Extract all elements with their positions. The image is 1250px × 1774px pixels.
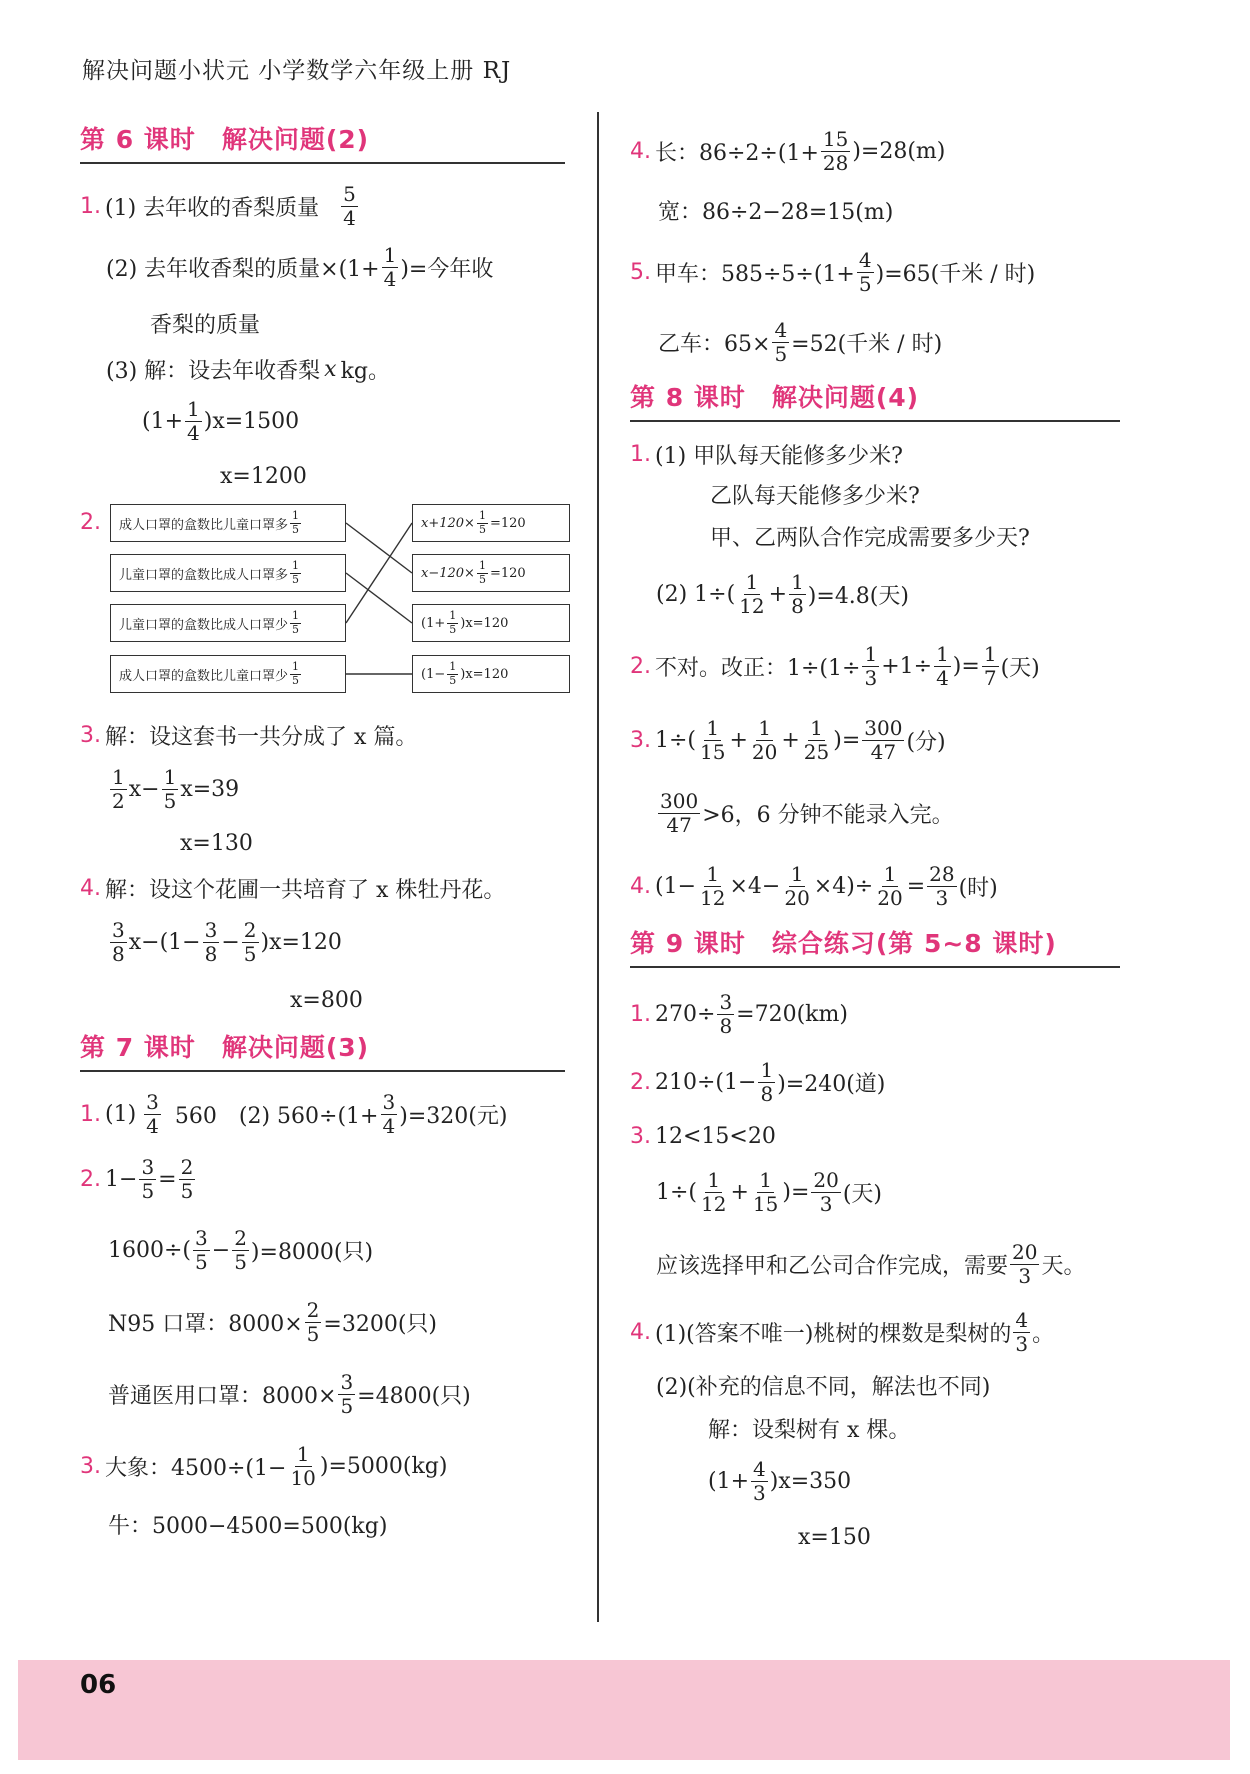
question-number: 5.	[630, 259, 651, 285]
fraction: $\frac{1}{20}$	[784, 861, 810, 910]
match-right-item: (1− $\frac{1}{5}$ )x=120	[412, 655, 570, 693]
section-title-lesson-8	[630, 378, 1120, 422]
equation-text: =	[158, 1166, 177, 1192]
answer-text: 解：设梨树有 x 棵。	[708, 1417, 911, 1443]
fraction: $\frac{1}{7}$	[983, 641, 997, 690]
equation-text: x−(1−	[128, 929, 201, 955]
answer-line	[80, 298, 565, 348]
answer-line	[630, 120, 1120, 182]
equation-text: +	[768, 581, 788, 607]
column-divider	[597, 112, 599, 1622]
equation-text: N95 口罩：8000×	[108, 1311, 303, 1337]
fraction: $\frac{300}{47}$	[864, 715, 903, 764]
equation-text: =4800(只)	[357, 1383, 471, 1409]
answer-line	[630, 1048, 1120, 1116]
equation-text: x=130	[180, 830, 253, 856]
answer-line	[630, 1228, 1120, 1300]
left-column	[80, 120, 565, 1546]
answer-text: 560 (2) 560÷(1+	[174, 1103, 379, 1129]
fraction: $\frac{3}{5}$	[195, 1225, 208, 1274]
section-number: 第 8 课时	[630, 383, 746, 412]
page-header: 解决问题小状元 小学数学六年级上册 RJ	[82, 58, 512, 84]
equation-text: +1÷	[881, 653, 933, 679]
fraction: $\frac{1}{2}$	[112, 764, 125, 813]
answer-line	[630, 1450, 1120, 1512]
question-number: 3.	[80, 722, 101, 748]
fraction: $\frac{3}{5}$	[340, 1369, 354, 1418]
section-subtitle: 解决问题(2)	[221, 125, 370, 154]
answer-text: 应该选择甲和乙公司合作完成，需要	[656, 1253, 1009, 1279]
answer-text: 乙队每天能修多少米?	[710, 483, 920, 509]
answer-text: )=320(元)	[399, 1103, 508, 1129]
match-left-item: 成人口罩的盒数比儿童口罩少 $\frac{1}{5}$	[110, 655, 346, 693]
answer-line	[630, 558, 1120, 630]
fraction: $\frac{3}{8}$	[719, 989, 733, 1038]
section-title-lesson-6	[80, 120, 565, 164]
equation-text: )=	[952, 653, 980, 679]
fraction: $\frac{300}{47}$	[660, 788, 699, 837]
equation-text: 乙车：65×	[658, 331, 771, 357]
answer-text: (1)(答案不唯一)桃树的棵数是梨树的	[655, 1321, 1012, 1347]
equation-text: −	[221, 929, 240, 955]
answer-line	[630, 778, 1120, 848]
fraction: $\frac{2}{5}$	[243, 917, 257, 966]
question-number: 1.	[80, 193, 101, 219]
answer-line	[80, 910, 565, 974]
answer-line	[630, 1406, 1120, 1450]
equation-text: 牛：5000−4500=500(kg)	[108, 1513, 388, 1539]
question-number: 2.	[630, 1069, 651, 1095]
equation-text: (1+	[142, 408, 184, 434]
equation-text: )x=120	[260, 929, 342, 955]
equation-text: =52(千米 / 时)	[791, 331, 943, 357]
equation-text: x=39	[180, 776, 240, 802]
answer-line	[630, 1364, 1120, 1406]
answer-line	[630, 1116, 1120, 1156]
fraction: $\frac{1}{20}$	[877, 861, 903, 910]
equation-text: (天)	[1000, 655, 1040, 681]
answer-line	[80, 712, 565, 758]
equation-text: )=5000(kg)	[319, 1453, 448, 1479]
answer-line	[80, 974, 565, 1026]
answer-line	[630, 848, 1120, 924]
equation-text: −	[211, 1237, 231, 1263]
fraction: $\frac{2}{5}$	[234, 1225, 247, 1274]
answer-line	[80, 348, 565, 390]
equation-text: 1600÷(	[108, 1237, 192, 1263]
answer-text: 解：设这个花圃一共培育了 x 株牡丹花。	[105, 877, 506, 903]
answer-line	[80, 1286, 565, 1358]
fraction: $\frac{3}{5}$	[141, 1154, 155, 1203]
equation-text: x=800	[290, 987, 363, 1013]
section-title-lesson-7	[80, 1028, 565, 1072]
equation-text: 大象：4500÷(1−	[105, 1455, 287, 1481]
equation-text: (2) 1÷(	[656, 581, 736, 607]
equation-text: (天)	[842, 1181, 883, 1207]
fraction: $\frac{1}{20}$	[751, 715, 778, 764]
answer-line	[80, 1214, 565, 1286]
fraction: $\frac{3}{8}$	[112, 917, 125, 966]
matching-diagram	[80, 504, 565, 704]
answer-line	[80, 236, 565, 298]
fraction: $\frac{4}{5}$	[774, 317, 788, 366]
equation-text: 1÷(	[656, 1179, 698, 1205]
fraction: $\frac{2}{5}$	[306, 1297, 320, 1346]
section-subtitle: 解决问题(3)	[221, 1033, 370, 1062]
answer-line	[630, 474, 1120, 514]
match-right-item: x+120× $\frac{1}{5}$ =120	[412, 504, 570, 542]
answer-line	[630, 306, 1120, 378]
fraction: $\frac{4}{3}$	[1015, 1307, 1029, 1356]
answer-line	[630, 980, 1120, 1048]
question-number: 1.	[630, 441, 651, 467]
answer-line	[80, 820, 565, 866]
equation-text: )=	[833, 727, 861, 753]
equation-text: (1+	[708, 1468, 750, 1494]
match-left-item: 儿童口罩的盒数比成人口罩少 $\frac{1}{5}$	[110, 604, 346, 642]
section-number: 第 6 课时	[80, 125, 196, 154]
equation-text: (1−	[655, 873, 697, 899]
answer-text: (1) 甲队每天能修多少米?	[655, 443, 903, 469]
equation-text: =720(km)	[736, 1001, 848, 1027]
fraction: $\frac{1}{5}$	[449, 609, 457, 636]
question-number: 4.	[630, 873, 651, 899]
fraction: $\frac{1}{5}$	[163, 764, 177, 813]
answer-line	[630, 1512, 1120, 1562]
equation-text: x−	[128, 776, 160, 802]
equation-text: +	[781, 727, 800, 753]
fraction: $\frac{1}{4}$	[383, 242, 397, 291]
answer-line	[80, 1430, 565, 1502]
fraction: $\frac{5}{4}$	[343, 181, 356, 230]
equation-text: )=8000(只)	[250, 1239, 374, 1265]
equation-text: x=1200	[220, 463, 307, 489]
fraction: $\frac{1}{12}$	[700, 861, 726, 910]
fraction: $\frac{2}{5}$	[180, 1154, 194, 1203]
match-right-item: (1+ $\frac{1}{5}$ )x=120	[412, 604, 570, 642]
question-number: 2.	[630, 653, 651, 679]
answer-text: (2)(补充的信息不同，解法也不同)	[656, 1374, 991, 1400]
section-subtitle: 综合练习(第 5~8 课时)	[771, 929, 1057, 958]
fraction: $\frac{3}{4}$	[146, 1089, 159, 1138]
section-title-lesson-9	[630, 924, 1120, 968]
fraction: $\frac{1}{3}$	[864, 641, 878, 690]
fraction: $\frac{1}{10}$	[290, 1441, 316, 1490]
equation-text: )=	[782, 1179, 810, 1205]
question-number: 3.	[630, 1123, 651, 1149]
equation-text: 12<15<20	[655, 1123, 776, 1149]
answer-line	[630, 514, 1120, 558]
equation-text: )=28(m)	[852, 138, 946, 164]
answer-line	[80, 866, 565, 910]
answer-line	[80, 176, 565, 236]
answer-text: 甲、乙两队合作完成需要多少天?	[710, 525, 1030, 551]
question-number: 4.	[630, 138, 651, 164]
match-right-item: x−120× $\frac{1}{5}$ =120	[412, 554, 570, 592]
fraction: $\frac{1}{8}$	[760, 1057, 774, 1106]
fraction: $\frac{3}{8}$	[204, 917, 218, 966]
answer-text: 。	[1032, 1321, 1055, 1347]
fraction: $\frac{1}{15}$	[752, 1167, 779, 1216]
answer-line	[80, 452, 565, 500]
fraction: $\frac{20}{3}$	[813, 1167, 839, 1216]
equation-text: )=240(道)	[777, 1071, 886, 1097]
section-number: 第 9 课时	[630, 929, 746, 958]
page-number: 06	[80, 1670, 117, 1700]
answer-line	[630, 1156, 1120, 1228]
answer-line	[630, 630, 1120, 702]
equation-text: 宽：86÷2−28=15(m)	[658, 199, 894, 225]
fraction: $\frac{1}{5}$	[292, 559, 300, 586]
equation-text: 210÷(1−	[655, 1069, 757, 1095]
equation-text: )x=1500	[203, 408, 300, 434]
fraction: $\frac{1}{12}$	[739, 569, 765, 618]
fraction: $\frac{1}{5}$	[478, 509, 486, 536]
answer-line	[630, 1300, 1120, 1364]
answer-line	[630, 238, 1120, 306]
answer-line	[80, 1144, 565, 1214]
question-number: 2.	[80, 510, 101, 535]
footer-band	[18, 1660, 1230, 1760]
equation-text: (时)	[958, 875, 998, 901]
answer-line	[630, 434, 1120, 474]
fraction: $\frac{1}{5}$	[478, 559, 486, 586]
answer-text: (1) 去年收的香梨质量	[105, 195, 320, 221]
answer-text: (2) 去年收香梨的质量×(1+	[106, 256, 380, 282]
answer-text: (3) 解：设去年收香梨	[106, 358, 321, 384]
equation-text: 1÷(	[655, 727, 697, 753]
equation-text: )=65(千米 / 时)	[875, 261, 1036, 287]
fraction: $\frac{1}{5}$	[292, 509, 300, 536]
answer-text: kg。	[340, 358, 391, 384]
equation-text: =	[906, 873, 926, 899]
match-left-item: 成人口罩的盒数比儿童口罩多 $\frac{1}{5}$	[110, 504, 346, 542]
answer-line	[80, 1502, 565, 1546]
fraction: $\frac{15}{28}$	[822, 126, 849, 175]
fraction: $\frac{1}{5}$	[449, 660, 457, 687]
match-left-item: 儿童口罩的盒数比成人口罩多 $\frac{1}{5}$	[110, 554, 346, 592]
fraction: $\frac{1}{12}$	[701, 1167, 727, 1216]
answer-line	[630, 182, 1120, 238]
equation-text: x=150	[798, 1524, 871, 1550]
right-column	[630, 120, 1120, 1562]
equation-text: ×4)÷	[813, 873, 874, 899]
fraction: $\frac{1}{5}$	[292, 609, 300, 636]
answer-text: )=今年收	[400, 256, 494, 282]
answer-line	[80, 1084, 565, 1144]
answer-text: 香梨的质量	[150, 312, 261, 338]
question-number: 2.	[80, 1166, 101, 1192]
question-number: 4.	[630, 1319, 651, 1345]
question-number: 4.	[80, 875, 101, 901]
fraction: $\frac{28}{3}$	[929, 861, 955, 910]
answer-line	[80, 390, 565, 452]
answer-line	[630, 702, 1120, 778]
question-number: 3.	[630, 727, 651, 753]
answer-line	[80, 758, 565, 820]
fraction: $\frac{1}{8}$	[791, 569, 804, 618]
question-number: 1.	[80, 1101, 101, 1127]
fraction: $\frac{3}{4}$	[382, 1089, 396, 1138]
answer-text: >6，6 分钟不能录入完。	[702, 802, 954, 828]
section-number: 第 7 课时	[80, 1033, 196, 1062]
answer-text: (1)	[105, 1101, 137, 1127]
answer-text: 天。	[1041, 1253, 1086, 1279]
equation-text: 普通医用口罩：8000×	[108, 1383, 337, 1409]
question-number: 1.	[630, 1001, 651, 1027]
equation-text: +	[729, 727, 748, 753]
section-subtitle: 解决问题(4)	[771, 383, 920, 412]
equation-text: 甲车：585÷5÷(1+	[655, 261, 855, 287]
fraction: $\frac{20}{3}$	[1012, 1239, 1038, 1288]
equation-text: )=4.8(天)	[807, 583, 909, 609]
fraction: $\frac{1}{5}$	[292, 660, 300, 687]
variable: x	[324, 356, 337, 382]
answer-text: 解：设这套书一共分成了 x 篇。	[105, 724, 418, 750]
fraction: $\frac{4}{3}$	[753, 1456, 766, 1505]
equation-text: =3200(只)	[323, 1311, 437, 1337]
equation-text: ×4−	[729, 873, 781, 899]
answer-line	[80, 1358, 565, 1430]
question-number: 3.	[80, 1453, 101, 1479]
equation-text: 不对。改正：1÷(1÷	[655, 655, 861, 681]
equation-text: 270÷	[655, 1001, 716, 1027]
equation-text: )x=350	[769, 1468, 852, 1494]
fraction: $\frac{4}{5}$	[858, 247, 872, 296]
equation-text: (分)	[906, 729, 946, 755]
equation-text: 1−	[105, 1166, 138, 1192]
equation-text: 长：86÷2÷(1+	[655, 140, 819, 166]
fraction: $\frac{1}{4}$	[187, 396, 200, 445]
fraction: $\frac{1}{25}$	[803, 715, 830, 764]
equation-text: +	[730, 1179, 749, 1205]
fraction: $\frac{1}{4}$	[936, 641, 949, 690]
fraction: $\frac{1}{15}$	[700, 715, 726, 764]
